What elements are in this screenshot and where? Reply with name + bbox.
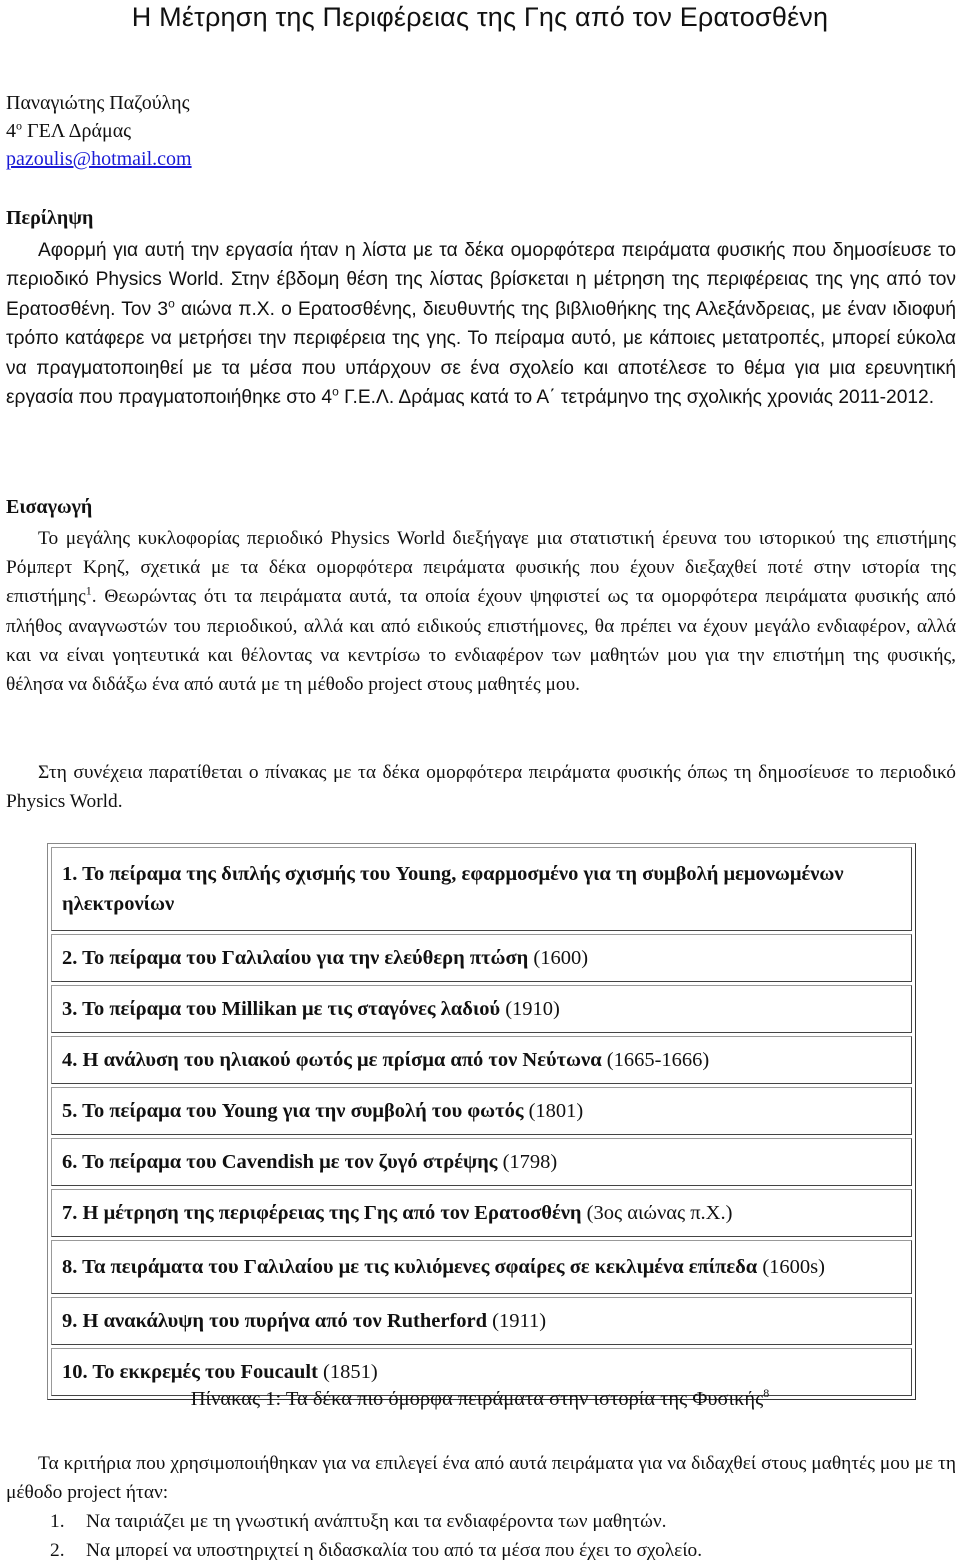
experiment-name: Η ανακάλυψη του πυρήνα από τον Rutherford xyxy=(82,1310,488,1332)
criteria-paragraph: Τα κριτήρια που χρησιμοποιήθηκαν για να επιλεγεί ένα από αυτά πειράματα για να διδαχθεί στους μαθητές μου με τη μέθοδο project ήταν: xyxy=(6,1453,956,1503)
school-name: ΓΕΛ Δράμας xyxy=(22,120,132,142)
experiment-date: (1801) xyxy=(528,1100,584,1122)
experiment-date: (1910) xyxy=(505,998,560,1020)
experiment-number: 6. xyxy=(62,1151,78,1173)
intro-paragraph-2: Στη συνέχεια παρατίθεται ο πίνακας με τα δέκα ομορφότερα πειράματα φυσικής όπως τη δημοσίευσε το περιοδικό Physics World. xyxy=(6,762,956,813)
table-row xyxy=(51,1138,912,1186)
experiment-cell xyxy=(51,934,912,982)
experiment-title xyxy=(62,1100,523,1122)
abstract-text-2: αιώνα π.Χ. ο Ερατοσθένης, διευθυντής της βιβλιοθήκης της Αλεξάνδρειας, με έναν ιδιοφυή τρόπο κατάφερε να μετρήσει την περιφέρεια της γης. Το πείραμα αυτό, με κάποιες μετατροπές, μπορεί εύκολα να πραγματοποιηθεί με τα μέσα που υπάρχουν σε ένα σχολείο και αποτέλεσε το θέμα για μια ερευνητική εργασία που πραγματοποιήθηκε στο 4 xyxy=(6,298,956,409)
experiment-number: 4. xyxy=(62,1049,78,1071)
experiment-title xyxy=(62,1151,497,1173)
list-number: 1. xyxy=(50,1511,65,1532)
experiment-number: 2. xyxy=(62,947,78,969)
intro-text-1: Το μεγάλης κυκλοφορίας περιοδικό Physics World διεξήγαγε μια στατιστική έρευνα του ιστορικού της επιστήμης Ρόμπερτ Κρηζ, σχετικά με τα δέκα ομορφότερα πειράματα φυσικής που έχουν διεξαχθεί ποτέ στην ιστορία της επιστήμης xyxy=(6,528,956,608)
table-row xyxy=(51,1240,912,1294)
abstract-text-3: Γ.Ε.Λ. Δράμας κατά το Α΄ τετράμηνο της σχολικής χρονιάς 2011-2012. xyxy=(338,387,935,409)
experiment-name: Το πείραμα του Cavendish με τον ζυγό στρέψης xyxy=(82,1151,498,1173)
author-school xyxy=(6,120,131,143)
experiment-number: 5. xyxy=(62,1100,78,1122)
table-row xyxy=(51,985,912,1033)
experiment-title xyxy=(62,1202,582,1224)
experiment-date: (1600s) xyxy=(762,1256,825,1278)
experiment-cell xyxy=(51,1138,912,1186)
experiment-date: (1665-1666) xyxy=(606,1049,710,1071)
experiment-date: (1798) xyxy=(502,1151,558,1173)
intro-heading: Εισαγωγή xyxy=(6,496,93,518)
abstract-sup-1: ο xyxy=(168,296,175,311)
experiment-date: (3ος αιώνας π.Χ.) xyxy=(586,1202,733,1224)
caption-footnote-ref: 8 xyxy=(763,1386,770,1401)
footnote-ref-1: 1 xyxy=(85,583,92,598)
table-row xyxy=(51,934,912,982)
abstract-sup-2: ο xyxy=(332,384,339,399)
intro-text-2: . Θεωρώντας ότι τα πειράματα αυτά, τα οποία έχουν ψηφιστεί ως τα ομορφότερα πειράματα φυσικής από πλήθος αναγνωστών του περιοδικού, αλλά και από ειδικούς επιστήμονες, θα πρέπει να έχουν μεγάλο ενδιαφέρον, αλλά και να είναι γοητευτικά και θέλοντας να κεντρίσω το ενδιαφέρον των μαθητών μου για την επιστήμη της φυσικής, θέλησα να διδάξω ένα από αυτά με τη μέθοδο project στους μαθητές μου. xyxy=(6,586,956,696)
table-row xyxy=(51,1087,912,1135)
abstract-text-1: Αφορμή για αυτή την εργασία ήταν η λίστα με τα δέκα ομορφότερα πειράματα φυσικής που δημοσίευσε το περιοδικό Physics World. Στην έβδομη θέση της λίστας βρίσκεται η μέτρηση της περιφέρειας της γης από τον Ερατοσθένη. Τον 3 xyxy=(6,240,956,320)
experiment-name: Το εκκρεμές του Foucault xyxy=(92,1361,318,1383)
experiment-cell xyxy=(51,1240,912,1294)
experiment-title xyxy=(62,998,500,1020)
table-caption xyxy=(0,1388,960,1411)
experiment-number: 9. xyxy=(62,1310,78,1332)
author-name: Παναγιώτης Παζούλης xyxy=(6,92,190,114)
experiment-cell xyxy=(51,1087,912,1135)
experiment-cell xyxy=(51,985,912,1033)
experiment-cell xyxy=(51,1036,912,1084)
experiment-date: (1911) xyxy=(492,1310,547,1332)
abstract-paragraph xyxy=(6,236,956,412)
table-row xyxy=(51,1297,912,1345)
experiment-number: 1. xyxy=(62,863,78,885)
experiment-title xyxy=(62,947,528,969)
caption-text: Πίνακας 1: Τα δέκα πιο όμορφα πειράματα στην ιστορία της Φυσικής xyxy=(190,1388,764,1410)
experiment-name: Το πείραμα της διπλής σχισμής του Young, εφαρμοσμένο για τη συμβολή μεμονωμένων ηλεκτρονίων xyxy=(62,863,844,915)
criteria-list-item xyxy=(50,1540,702,1562)
table-row xyxy=(51,1189,912,1237)
experiment-name: Το πείραμα του Young για την συμβολή του φωτός xyxy=(82,1100,524,1122)
experiment-name: Το πείραμα του Γαλιλαίου για την ελεύθερη πτώση xyxy=(82,947,529,969)
experiments-table xyxy=(47,843,916,1400)
experiment-cell xyxy=(51,847,912,931)
criteria-list-item xyxy=(50,1511,667,1533)
experiment-name: Η μέτρηση της περιφέρειας της Γης από τον Ερατοσθένη xyxy=(82,1202,582,1224)
experiment-number: 10. xyxy=(62,1361,88,1383)
experiment-number: 7. xyxy=(62,1202,78,1224)
experiment-name: Το πείραμα του Millikan με τις σταγόνες λαδιού xyxy=(82,998,501,1020)
experiment-title xyxy=(62,1361,318,1383)
school-superscript: ο xyxy=(16,118,22,133)
document-title: Η Μέτρηση της Περιφέρειας της Γης από τον Ερατοσθένη xyxy=(131,2,829,32)
author-email-link[interactable]: pazoulis@hotmail.com xyxy=(6,148,192,170)
list-text: Να μπορεί να υποστηριχτεί η διδασκαλία του από τα μέσα που έχει το σχολείο. xyxy=(86,1540,703,1561)
experiment-cell xyxy=(51,1189,912,1237)
list-number: 2. xyxy=(50,1540,65,1561)
abstract-heading: Περίληψη xyxy=(6,207,94,229)
experiment-title xyxy=(62,1256,757,1278)
experiment-title xyxy=(62,863,844,915)
experiment-number: 3. xyxy=(62,998,78,1020)
list-text: Να ταιριάζει με τη γνωστική ανάπτυξη και τα ενδιαφέροντα των μαθητών. xyxy=(86,1511,667,1532)
intro-paragraph-1 xyxy=(6,524,956,699)
experiment-name: Τα πειράματα του Γαλιλαίου με τις κυλιόμενες σφαίρες σε κεκλιμένα επίπεδα xyxy=(82,1256,758,1278)
experiment-date: (1600) xyxy=(533,947,589,969)
experiment-name: Η ανάλυση του ηλιακού φωτός με πρίσμα από τον Νεύτωνα xyxy=(82,1049,602,1071)
experiment-cell xyxy=(51,1297,912,1345)
school-number: 4 xyxy=(6,120,16,142)
table-row xyxy=(51,847,912,931)
experiment-number: 8. xyxy=(62,1256,78,1278)
experiment-date: (1851) xyxy=(323,1361,378,1383)
experiment-title xyxy=(62,1310,487,1332)
experiment-title xyxy=(62,1049,602,1071)
table-row xyxy=(51,1036,912,1084)
